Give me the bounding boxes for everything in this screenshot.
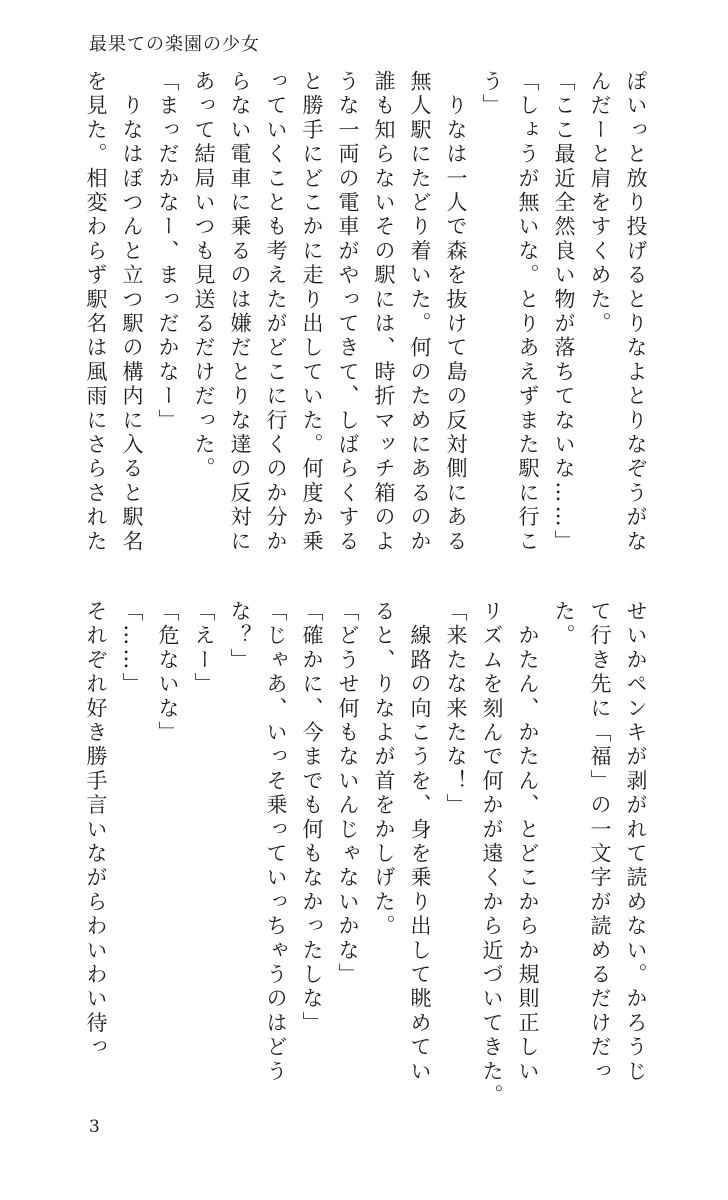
text-line: 「まっだかなー、まっだかなー」 [156,70,180,433]
text-line: せいかペンキが剥がれて読めない。かろうじ [624,600,648,1084]
text-line: 無人駅にたどり着いた。何のためにあるのか [408,70,432,554]
text-line: あって結局いつも見送るだけだった。 [192,70,216,482]
text-line: ると、りなよが首をかしげた。 [372,600,396,939]
text-line: 「……」 [120,600,144,697]
text-line: らない電車に乗るのは嫌だとりな達の反対に [228,70,252,554]
text-block-top [84,70,654,590]
text-line: かたん、かたん、とどこからか規則正しい [516,600,540,1084]
text-line: 「ここ最近全然良い物が落ちてないな……」 [552,70,576,554]
page-number: 3 [89,1117,100,1137]
text-line: んだーと肩をすくめた。 [588,70,612,337]
text-line: リズムを刻んで何かが遠くから近づいてきた。 [480,600,504,1109]
text-line: と勝手にどこかに走り出していた。何度か乗 [300,70,324,554]
text-line: を見た。相変わらず駅名は風雨にさらされた [84,70,108,554]
text-line: りなはぽつんと立つ駅の構内に入ると駅名 [120,70,144,554]
text-line: 線路の向こうを、身を乗り出して眺めてい [408,600,432,1084]
text-line: ぽいっと放り投げるとりなよとりなぞうがな [624,70,648,554]
text-line: うな一両の電車がやってきて、しばらくする [336,70,360,554]
text-line: て行き先に「福」の一文字が読めるだけだっ [588,600,612,1084]
text-line: りなは一人で森を抜けて島の反対側にある [444,70,468,554]
text-line: 「来たな来たな！」 [444,600,468,818]
running-header: 最果ての楽園の少女 [89,34,260,55]
text-line: 「確かに、今までも何もなかったしな」 [300,600,324,1036]
text-line: た。 [552,600,576,649]
text-line: 誰も知らないその駅には、時折マッチ箱のよ [372,70,396,554]
text-block-bottom [84,600,654,1120]
text-line: 「じゃあ、いっそ乗っていっちゃうのはどう [264,600,288,1084]
text-line: 「どうせ何もないんじゃないかな」 [336,600,360,988]
text-line: う」 [480,70,504,119]
text-line: それぞれ好き勝手言いながらわいわい待っ [84,600,108,1060]
text-line: っていくことも考えたがどこに行くのか分か [264,70,288,554]
text-line: 「危ないな」 [156,600,180,746]
text-line: な？」 [228,600,252,673]
text-line: 「しょうが無いな。とりあえずまた駅に行こ [516,70,540,554]
text-line: 「えー」 [192,600,216,697]
